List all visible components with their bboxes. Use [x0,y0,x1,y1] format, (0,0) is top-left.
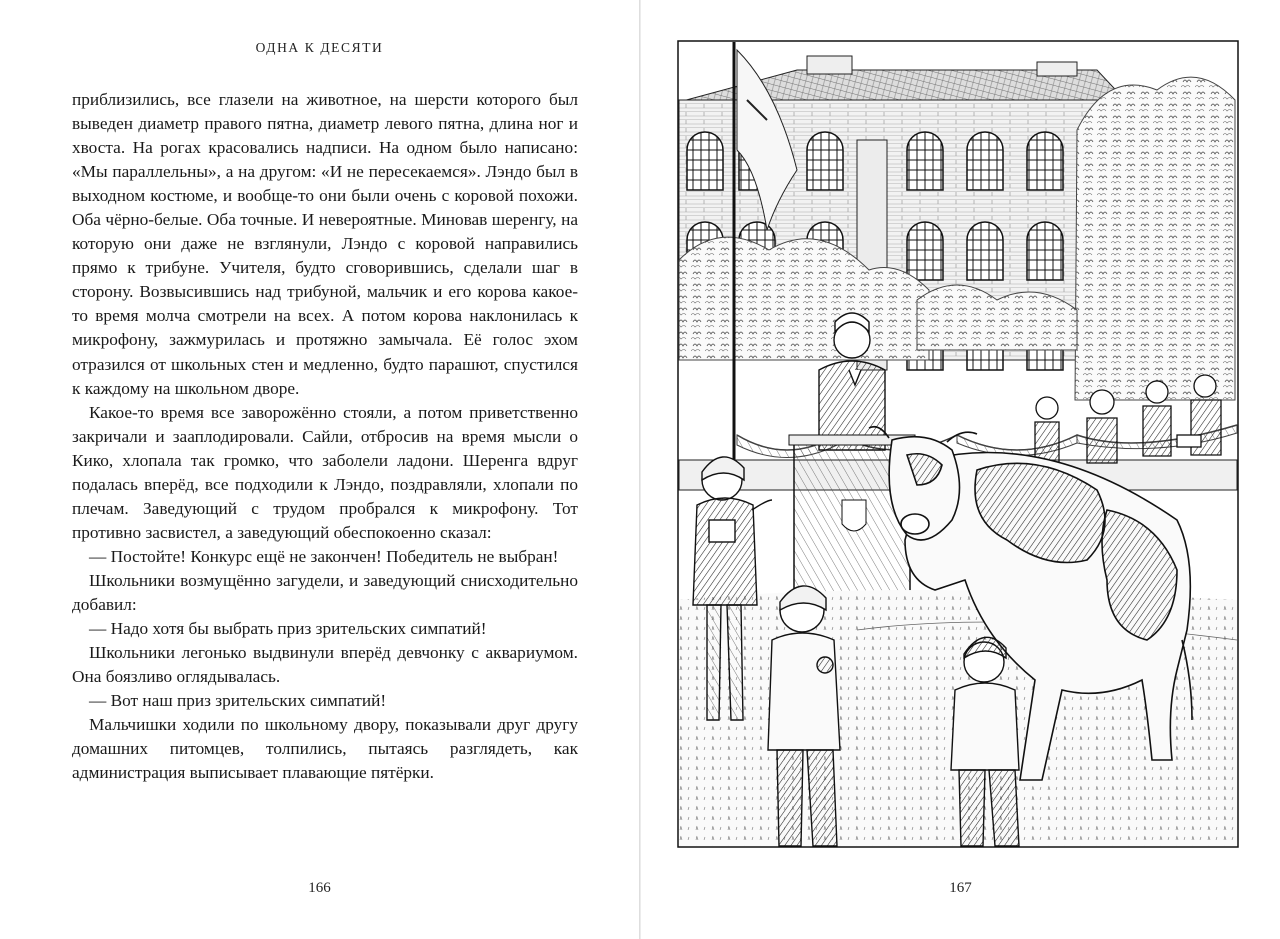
paragraph: Какое-то время все заворожённо стояли, а потом приветственно закричали и зааплодировали. Сайли, отбросив на время мысли о Кико, хлопала так громко, что заболели ладони. Шеренга вдруг подалась вперёд, все подходили к Лэндо, поздравляли, хлопали по плечам. Заведующий с трудом пробрался к микрофону. Тот противно засвистел, а заведующий обеспокоенно сказал: [72,402,578,542]
paragraph: — Надо хотя бы выбрать приз зрительских симпатий! [89,619,487,639]
paragraph: Мальчишки ходили по школьному двору, показывали друг другу домашних питомцев, толпились, пытаясь разглядеть, как администрация выписывает плавающие пятёрки. [72,715,578,783]
paragraph: — Вот наш приз зрительских симпатий! [89,691,387,711]
running-head: ОДНА К ДЕСЯТИ [255,40,384,55]
body-text [72,88,578,785]
page-number-right: 167 [949,880,972,896]
illustration [677,40,1239,848]
paragraph: — Постойте! Конкурс ещё не закончен! Победитель не выбран! [89,546,559,566]
paragraph: Школьники легонько выдвинули вперёд девчонку с аквариумом. Она боязливо оглядывалась. [72,643,578,687]
left-page [0,0,639,939]
paragraph: приблизились, все глазели на животное, на шерсти которого был выведен диаметр правого пятна, диаметр левого пятна, длина ног и хвоста. На рогах красовались надписи. На одном было написано: «Мы параллельны», а на другом: «И не пересекаемся». Лэндо был в выходном костюме, и вообще-то они были очень с коровой похожи. Оба чёрно-белые. Оба точные. И невероятные. Миновав шеренгу, на которую они даже не взглянули, Лэндо с коровой направились прямо к трибуне. Учителя, будто сговорившись, сделали шаг в сторону. Возвысившись над трибуной, мальчик и его корова какое-то время молча смотрели на всех. А потом корова наклонилась к микрофону, зажмурилась и протяжно замычала. Её голос эхом отразился от школьных стен и медленно, будто парашют, спустился к каждому на школьном дворе. [72,90,578,398]
page-number-left: 166 [308,880,331,896]
paragraph: Школьники возмущённо загудели, и заведующий снисходительно добавил: [72,570,578,614]
